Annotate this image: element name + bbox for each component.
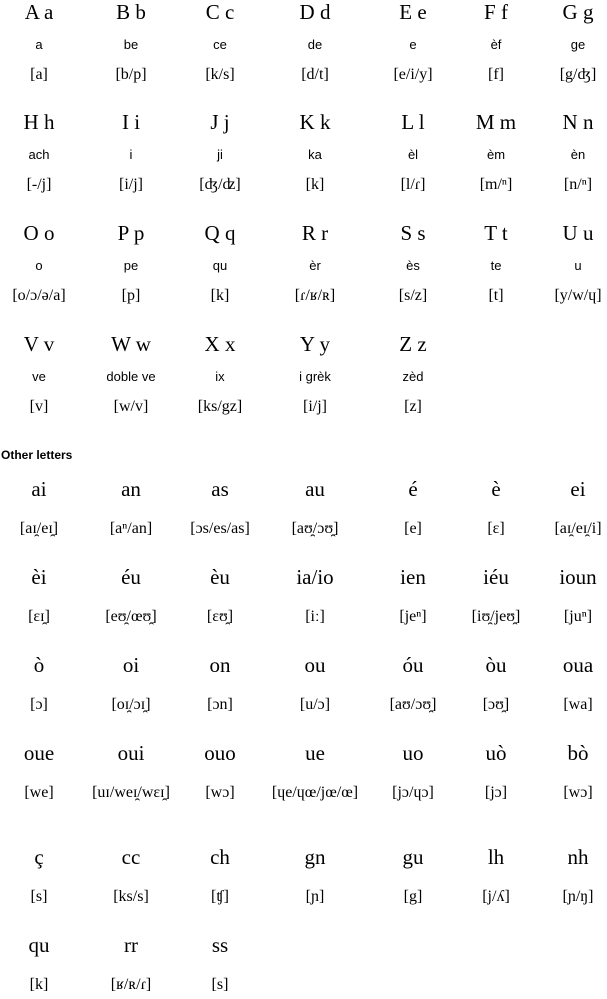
letter-glyph: W w [111, 332, 151, 356]
letter-name: pe [123, 258, 139, 273]
letter-glyph: N n [562, 110, 594, 134]
letter-glyph: cc [121, 845, 141, 869]
ipa-pronunciation: [e/i/y] [393, 66, 433, 83]
letter-glyph: gn [304, 845, 326, 869]
ipa-pronunciation: [e] [404, 520, 422, 537]
ipa-pronunciation: [ɔn] [207, 696, 233, 713]
letter-glyph: ai [31, 477, 47, 501]
ipa-pronunciation: [n/ⁿ] [563, 176, 593, 193]
ipa-pronunciation: [jɔ/ɥɔ] [392, 784, 434, 801]
alphabet-row [0, 0, 607, 110]
letter-name: i [129, 147, 133, 162]
ipa-pronunciation: [y/w/ɥ] [554, 287, 602, 304]
other-letters-row [0, 741, 607, 807]
ipa-pronunciation: [uɪ/weɪ̯/wɛɪ̯] [92, 784, 170, 801]
ipa-pronunciation: [ɲ] [305, 888, 325, 905]
letter-glyph: an [121, 477, 141, 501]
letter-glyph: V v [23, 332, 55, 356]
ipa-pronunciation: [aʊ̯/ɔʊ̯] [291, 520, 339, 537]
letter-name: zèd [402, 369, 424, 384]
ipa-pronunciation: [a] [30, 66, 48, 83]
other-letters-row [0, 565, 607, 631]
letter-glyph: oue [23, 741, 55, 765]
letter-glyph: Y y [299, 332, 331, 356]
letter-glyph: ouo [204, 741, 236, 765]
letter-glyph: Q q [204, 221, 236, 245]
letter-name: èr [309, 258, 321, 273]
letter-name: èn [570, 147, 586, 162]
other-letters-row [0, 653, 607, 719]
letter-glyph: as [211, 477, 229, 501]
ipa-pronunciation: [u/ɔ] [299, 696, 331, 713]
ipa-pronunciation: [ɛʊ̯] [206, 608, 234, 625]
letter-glyph: ioun [559, 565, 597, 589]
ipa-pronunciation: [i/j] [119, 176, 143, 193]
ipa-pronunciation: [juⁿ] [563, 608, 593, 625]
letter-glyph: èi [31, 565, 47, 589]
ipa-pronunciation: [s] [211, 976, 229, 993]
ipa-pronunciation: [ɔ] [30, 696, 48, 713]
letter-glyph: èu [210, 565, 230, 589]
alphabet-row [0, 110, 607, 220]
letter-glyph: ei [570, 477, 586, 501]
ipa-pronunciation: [ɛ] [487, 520, 505, 537]
ipa-pronunciation: [we] [24, 784, 54, 801]
letter-glyph: B b [116, 0, 146, 24]
letter-glyph: J j [210, 110, 230, 134]
ipa-pronunciation: [v] [29, 398, 49, 415]
other-letters-row [0, 845, 607, 911]
letter-name: èl [407, 147, 419, 162]
ipa-pronunciation: [eʊ̯/œʊ̯] [105, 608, 157, 625]
letter-name: ji [217, 147, 223, 162]
letter-name: i grèk [299, 369, 331, 384]
ipa-pronunciation: [g] [403, 888, 423, 905]
letter-glyph: au [305, 477, 325, 501]
letter-glyph: S s [400, 221, 426, 245]
letter-glyph: ò [33, 653, 45, 677]
other-letters-row [0, 933, 607, 999]
ipa-pronunciation: [d/t] [301, 66, 329, 83]
ipa-pronunciation: [ɲ/ŋ] [562, 888, 594, 905]
letter-glyph: A a [24, 0, 54, 24]
letter-glyph: U u [562, 221, 594, 245]
letter-glyph: D d [299, 0, 331, 24]
letter-glyph: òu [485, 653, 507, 677]
ipa-pronunciation: [wa] [563, 696, 593, 713]
letter-glyph: ue [305, 741, 325, 765]
ipa-pronunciation: [wɔ] [205, 784, 235, 801]
letter-name: ix [215, 369, 225, 384]
ipa-pronunciation: [j/ʎ] [482, 888, 510, 905]
alphabet-row [0, 221, 607, 331]
letter-name: de [307, 37, 323, 52]
letter-glyph: ia/io [296, 565, 334, 589]
letter-name: ve [32, 369, 46, 384]
ipa-pronunciation: [s/z] [398, 287, 428, 304]
ipa-pronunciation: [aʊ/ɔʊ̯] [389, 696, 437, 713]
letter-glyph: rr [124, 933, 138, 957]
ipa-pronunciation: [k] [305, 176, 325, 193]
letter-glyph: éu [121, 565, 141, 589]
ipa-pronunciation: [g/ʤ] [559, 66, 597, 83]
ipa-pronunciation: [k] [210, 287, 230, 304]
letter-glyph: lh [487, 845, 505, 869]
letter-glyph: on [209, 653, 231, 677]
letter-name: u [574, 258, 582, 273]
letter-glyph: I i [121, 110, 141, 134]
letter-glyph: oi [122, 653, 140, 677]
letter-glyph: ou [304, 653, 326, 677]
letter-glyph: R r [301, 221, 329, 245]
letter-glyph: E e [399, 0, 427, 24]
ipa-pronunciation: [-/j] [26, 176, 52, 193]
letter-name: be [123, 37, 139, 52]
ipa-pronunciation: [ɔs/es/as] [190, 520, 250, 537]
letter-glyph: M m [475, 110, 517, 134]
letter-name: te [490, 258, 502, 273]
letter-glyph: oua [562, 653, 594, 677]
ipa-pronunciation: [ʤ/ʣ] [199, 176, 241, 193]
letter-glyph: uo [402, 741, 424, 765]
ipa-pronunciation: [aɪ̯/eɪ̯] [19, 520, 59, 537]
letter-glyph: ien [400, 565, 426, 589]
ipa-pronunciation: [iʊ̯/jeʊ̯] [471, 608, 521, 625]
ipa-pronunciation: [wɔ] [563, 784, 593, 801]
alphabet-row [0, 332, 607, 442]
ipa-pronunciation: [k/s] [205, 66, 235, 83]
letter-glyph: F f [484, 0, 508, 24]
ipa-pronunciation: [ɥe/ɥœ/jœ/œ] [271, 784, 359, 801]
letter-glyph: P p [117, 221, 145, 245]
ipa-pronunciation: [ɾ/ʁ/ʀ] [294, 287, 336, 304]
ipa-pronunciation: [l/ɾ] [400, 176, 426, 193]
letter-glyph: ss [211, 933, 229, 957]
letter-glyph: O o [23, 221, 55, 245]
ipa-pronunciation: [t] [488, 287, 504, 304]
ipa-pronunciation: [jeⁿ] [399, 608, 427, 625]
ipa-pronunciation: [ɛɪ̯] [28, 608, 50, 625]
ipa-pronunciation: [ʁ/ʀ/ɾ] [110, 976, 152, 993]
letter-glyph: ch [210, 845, 230, 869]
letter-glyph: K k [299, 110, 331, 134]
letter-name: èm [486, 147, 506, 162]
letter-glyph: G g [562, 0, 594, 24]
letter-glyph: nh [567, 845, 589, 869]
letter-glyph: iéu [483, 565, 509, 589]
letter-glyph: C c [205, 0, 235, 24]
ipa-pronunciation: [oɪ̯/ɔɪ̯] [111, 696, 151, 713]
ipa-pronunciation: [ɔʊ̯] [482, 696, 510, 713]
ipa-pronunciation: [w/v] [113, 398, 149, 415]
ipa-pronunciation: [m/ⁿ] [479, 176, 513, 193]
letter-name: e [409, 37, 417, 52]
letter-name: doble ve [106, 369, 156, 384]
letter-glyph: è [491, 477, 501, 501]
ipa-pronunciation: [f] [488, 66, 504, 83]
ipa-pronunciation: [ks/s] [113, 888, 149, 905]
letter-name: ge [570, 37, 586, 52]
ipa-pronunciation: [s] [30, 888, 48, 905]
ipa-pronunciation: [ks/gz] [197, 398, 243, 415]
letter-name: o [35, 258, 43, 273]
ipa-pronunciation: [aⁿ/an] [109, 520, 153, 537]
ipa-pronunciation: [i/j] [303, 398, 327, 415]
letter-glyph: bò [567, 741, 589, 765]
letter-glyph: ç [34, 845, 44, 869]
ipa-pronunciation: [k] [29, 976, 49, 993]
letter-glyph: H h [23, 110, 55, 134]
letter-glyph: L l [401, 110, 425, 134]
letter-name: èf [490, 37, 502, 52]
ipa-pronunciation: [o/ɔ/ə/a] [12, 287, 66, 304]
letter-name: a [35, 37, 43, 52]
ipa-pronunciation: [iː] [305, 608, 325, 625]
letter-glyph: óu [402, 653, 424, 677]
letter-name: ka [308, 147, 322, 162]
ipa-pronunciation: [p] [121, 287, 141, 304]
letter-name: ach [28, 147, 50, 162]
letter-name: qu [212, 258, 228, 273]
ipa-pronunciation: [z] [404, 398, 422, 415]
ipa-pronunciation: [jɔ] [484, 784, 508, 801]
letter-glyph: Z z [399, 332, 427, 356]
other-letters-heading: Other letters [1, 448, 73, 462]
letter-glyph: X x [204, 332, 236, 356]
ipa-pronunciation: [ʧ] [210, 888, 229, 905]
ipa-pronunciation: [aɪ̯/eɪ̯/i] [554, 520, 602, 537]
letter-glyph: uò [485, 741, 507, 765]
letter-name: ce [213, 37, 227, 52]
letter-glyph: é [408, 477, 418, 501]
letter-glyph: oui [117, 741, 145, 765]
ipa-pronunciation: [b/p] [115, 66, 147, 83]
letter-name: ès [406, 258, 420, 273]
other-letters-row [0, 477, 607, 543]
letter-glyph: gu [402, 845, 424, 869]
letter-glyph: T t [484, 221, 508, 245]
letter-glyph: qu [28, 933, 50, 957]
